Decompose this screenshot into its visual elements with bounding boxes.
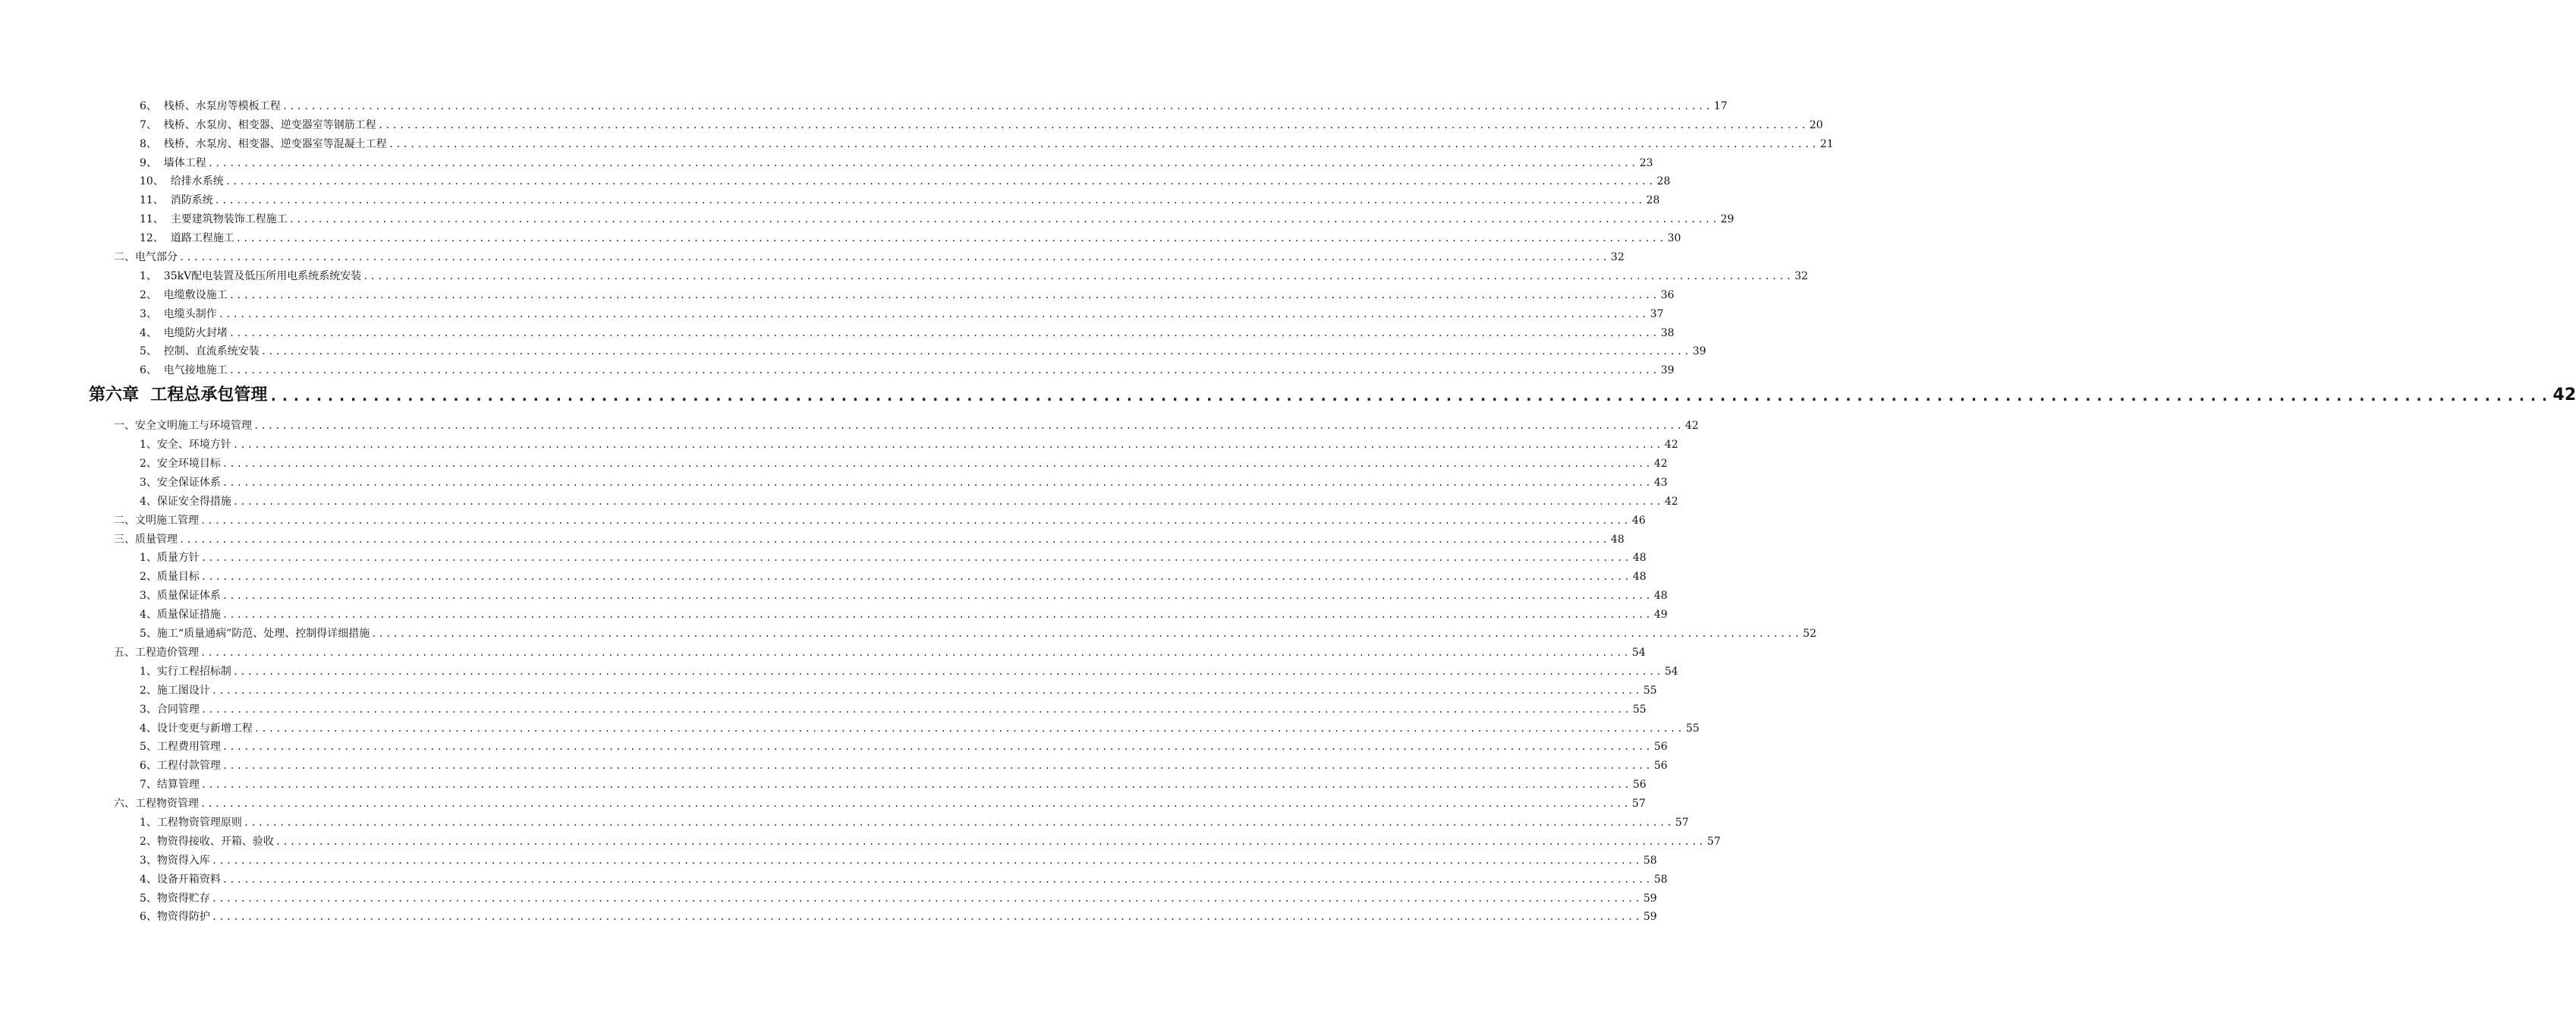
toc-entry[interactable]: [0, 811, 1689, 830]
dot-leader: ........................................................................................................................................................................................................: [179, 534, 1609, 545]
toc-entry-label: 4、设计变更与新增工程: [140, 722, 253, 735]
dot-leader: ........................................................................................................................................................................................................: [232, 439, 1663, 451]
dot-leader: ........................................................................................................................................................................................................: [211, 685, 1642, 696]
toc-entry-label: 6、 栈桥、水泵房等模板工程: [140, 99, 281, 112]
toc-page-number: 38: [1660, 326, 1675, 339]
toc-entry[interactable]: [0, 678, 1657, 697]
toc-entry-label: 1、实行工程招标制: [140, 665, 231, 678]
toc-entry[interactable]: [0, 584, 1668, 603]
toc-entry-label: 12、 道路工程施工: [140, 232, 234, 245]
toc-entry[interactable]: [0, 848, 1657, 867]
toc-entry[interactable]: [0, 132, 1834, 151]
dot-leader: ........................................................................................................................................................................................................: [200, 779, 1631, 791]
dot-leader: ........................................................................................................................................................................................................: [222, 874, 1653, 885]
toc-entry-label: 5、物资得贮存: [140, 892, 210, 905]
dot-leader: ........................................................................................................................................................................................................: [228, 365, 1659, 376]
toc-page-number: 48: [1653, 590, 1668, 603]
toc-entry[interactable]: [0, 792, 1646, 811]
toc-page-number: 32: [1794, 269, 1808, 282]
toc-entry[interactable]: [0, 754, 1668, 773]
dot-leader: ........................................................................................................................................................................................................: [275, 836, 1706, 847]
toc-entry-label: 1、 35kV配电装置及低压所用电系统系统安装: [140, 269, 362, 282]
dot-leader: ........................................................................................................................................................................................................: [222, 458, 1653, 470]
toc-entry-label: 2、质量目标: [140, 571, 200, 584]
toc-entry-label: 6、 电气接地施工: [140, 364, 228, 377]
toc-page-number: 42: [1664, 439, 1678, 452]
toc-entry-label: 五、工程造价管理: [114, 646, 199, 659]
toc-entry-label: 2、施工图设计: [140, 684, 210, 697]
toc-page-number: 42: [2552, 386, 2576, 405]
dot-leader: ........................................................................................................................................................................................................: [222, 477, 1653, 488]
toc-page-number: 46: [1631, 514, 1646, 527]
toc-entry-label: 4、设备开箱资料: [140, 873, 221, 886]
toc-page-number: 55: [1632, 703, 1647, 716]
toc-page-number: 57: [1631, 798, 1646, 811]
toc-entry[interactable]: [0, 94, 1728, 113]
dot-leader: ........................................................................................................................................................................................................: [200, 704, 1631, 715]
toc-entry-label: 9、 墙体工程: [140, 156, 206, 169]
toc-page-number: 28: [1656, 175, 1671, 188]
toc-entry[interactable]: [0, 414, 1699, 433]
toc-page-number: 54: [1664, 665, 1678, 678]
toc-entry-label: 一、安全文明施工与环境管理: [114, 420, 252, 433]
toc-entry[interactable]: [0, 226, 1681, 245]
toc-entry[interactable]: [0, 170, 1671, 189]
dot-leader: ........................................................................................................................................................................................................: [214, 195, 1645, 206]
toc-entry[interactable]: [0, 508, 1646, 527]
toc-entry[interactable]: [0, 264, 1808, 283]
toc-page-number: 59: [1643, 892, 1657, 905]
dot-leader: ........................................................................................................................................................................................................: [269, 386, 2552, 405]
toc-page-number: 32: [1610, 251, 1625, 264]
dot-leader: ........................................................................................................................................................................................................: [388, 138, 1819, 150]
toc-entry-label: 1、质量方针: [140, 552, 200, 565]
dot-leader: ........................................................................................................................................................................................................: [207, 157, 1638, 168]
toc-entry[interactable]: [0, 113, 1823, 132]
dot-leader: ........................................................................................................................................................................................................: [218, 308, 1649, 320]
toc-entry[interactable]: [0, 188, 1660, 207]
toc-page-number: 39: [1660, 364, 1675, 377]
toc-entry[interactable]: [0, 716, 1700, 735]
toc-entry[interactable]: [0, 207, 1735, 226]
toc-entry[interactable]: [0, 830, 1721, 848]
toc-page-number: 42: [1664, 495, 1678, 508]
dot-leader: ........................................................................................................................................................................................................: [232, 496, 1663, 507]
toc-entry-label: 3、 电缆头制作: [140, 307, 217, 320]
toc-entry-label: 六、工程物资管理: [114, 798, 199, 811]
toc-entry-label: 三、质量管理: [114, 533, 178, 546]
toc-entry-label: 4、 电缆防火封堵: [140, 326, 228, 339]
toc-entry-label: 3、安全保证体系: [140, 476, 221, 489]
toc-entry[interactable]: [0, 773, 1647, 792]
toc-entry-label: 2、 电缆敷设施工: [140, 288, 228, 301]
toc-entry-label: 5、施工“质量通病”防范、处理、控制得详细措施: [140, 628, 370, 641]
toc-page-number: 28: [1646, 194, 1660, 207]
toc-page-number: 55: [1643, 684, 1657, 697]
dot-leader: ........................................................................................................................................................................................................: [200, 798, 1631, 810]
toc-page-number: 58: [1643, 854, 1657, 867]
toc-entry-label: 6、工程付款管理: [140, 760, 221, 773]
dot-leader: ........................................................................................................................................................................................................: [288, 214, 1719, 225]
toc-entry[interactable]: [0, 735, 1668, 754]
dot-leader: ........................................................................................................................................................................................................: [282, 100, 1713, 112]
toc-entry-label: 二、电气部分: [114, 251, 178, 264]
toc-entry-label: 7、结算管理: [140, 779, 200, 792]
toc-entry-label: 1、工程物资管理原则: [140, 816, 242, 829]
toc-entry-label: 4、质量保证措施: [140, 609, 221, 622]
toc-entry[interactable]: [0, 321, 1675, 340]
toc-entry-label: 6、物资得防护: [140, 911, 210, 924]
toc-entry-label: 2、安全环境目标: [140, 458, 221, 471]
dot-leader: ........................................................................................................................................................................................................: [200, 571, 1631, 583]
toc-entry-label: 4、保证安全得措施: [140, 495, 231, 508]
toc-entry[interactable]: [0, 905, 1657, 924]
toc-page-number: 56: [1653, 760, 1668, 773]
dot-leader: ........................................................................................................................................................................................................: [200, 552, 1631, 564]
toc-page-number: 30: [1667, 232, 1681, 245]
dot-leader: ........................................................................................................................................................................................................: [228, 289, 1659, 301]
toc-page-number: 23: [1639, 156, 1653, 169]
toc-entry[interactable]: [0, 622, 1816, 641]
toc-entry-label: 11、 主要建筑物装饰工程施工: [140, 213, 288, 226]
toc-page-number: 21: [1820, 137, 1834, 150]
toc-entry[interactable]: [0, 660, 1678, 678]
toc-page-number: 57: [1706, 835, 1721, 848]
toc-page-number: 48: [1610, 533, 1625, 546]
toc-entry[interactable]: [0, 433, 1678, 452]
dot-leader: ........................................................................................................................................................................................................: [211, 892, 1642, 904]
dot-leader: ........................................................................................................................................................................................................: [232, 666, 1663, 677]
toc-entry-label: 3、合同管理: [140, 703, 200, 716]
toc-chapter-heading[interactable]: [0, 377, 2576, 414]
toc-entry[interactable]: [0, 283, 1675, 302]
toc-entry[interactable]: [0, 471, 1668, 490]
toc-page-number: 29: [1720, 213, 1735, 226]
dot-leader: ........................................................................................................................................................................................................: [200, 515, 1631, 526]
toc-entry-label: 5、 控制、直流系统安装: [140, 345, 259, 358]
toc-page-number: 17: [1713, 99, 1728, 112]
toc-entry[interactable]: [0, 151, 1653, 170]
toc-entry[interactable]: [0, 358, 1675, 377]
dot-leader: ........................................................................................................................................................................................................: [222, 741, 1653, 753]
dot-leader: ........................................................................................................................................................................................................: [243, 817, 1674, 828]
toc-entry-label: 3、物资得入库: [140, 854, 210, 867]
toc-entry[interactable]: [0, 641, 1646, 660]
toc-page-number: 56: [1632, 779, 1647, 792]
toc-entry[interactable]: [0, 245, 1625, 264]
toc-page-number: 43: [1653, 476, 1668, 489]
dot-leader: ........................................................................................................................................................................................................: [228, 327, 1659, 338]
toc-entry[interactable]: [0, 603, 1668, 622]
toc-entry-label: 7、 栈桥、水泵房、相变器、逆变器室等钢筋工程: [140, 118, 376, 131]
toc-page-number: 20: [1809, 118, 1823, 131]
dot-leader: ........................................................................................................................................................................................................: [179, 252, 1609, 263]
toc-page-number: 48: [1632, 552, 1647, 565]
toc-page-number: 54: [1631, 646, 1646, 659]
dot-leader: ........................................................................................................................................................................................................: [222, 760, 1653, 772]
toc-page-number: 37: [1650, 307, 1664, 320]
toc-entry[interactable]: [0, 452, 1668, 471]
toc-page-number: 58: [1653, 873, 1668, 886]
toc-entry-label: 8、 栈桥、水泵房、相变器、逆变器室等混凝土工程: [140, 137, 387, 150]
toc-entry[interactable]: [0, 302, 1664, 321]
toc-entry-label: 二、文明施工管理: [114, 514, 199, 527]
toc-entry-label: 5、工程费用管理: [140, 741, 221, 754]
toc-page-number: 55: [1685, 722, 1700, 735]
toc-entry[interactable]: [0, 490, 1678, 508]
toc-entry-label: 10、 给排水系统: [140, 175, 224, 188]
dot-leader: ........................................................................................................................................................................................................: [211, 911, 1642, 923]
dot-leader: ........................................................................................................................................................................................................: [253, 722, 1684, 734]
dot-leader: ........................................................................................................................................................................................................: [222, 590, 1653, 602]
toc-entry[interactable]: [0, 340, 1706, 359]
toc-page-number: 49: [1653, 609, 1668, 622]
toc-page-number: 56: [1653, 741, 1668, 754]
dot-leader: ........................................................................................................................................................................................................: [363, 270, 1794, 282]
toc-entry[interactable]: [0, 697, 1647, 716]
dot-leader: ........................................................................................................................................................................................................: [225, 176, 1656, 187]
dot-leader: ........................................................................................................................................................................................................: [222, 609, 1653, 621]
toc-page-number: 36: [1660, 288, 1675, 301]
toc-entry-label: 2、物资得接收、开箱、验收: [140, 835, 274, 848]
toc-entry[interactable]: [0, 886, 1657, 905]
toc-page-number: 42: [1653, 458, 1668, 471]
toc-entry[interactable]: [0, 867, 1668, 886]
toc-entry-label: 3、质量保证体系: [140, 590, 221, 603]
toc-page-number: 42: [1684, 420, 1699, 433]
dot-leader: ........................................................................................................................................................................................................: [260, 346, 1691, 357]
toc-entry-label: 11、 消防系统: [140, 194, 213, 207]
dot-leader: ........................................................................................................................................................................................................: [377, 119, 1808, 131]
toc-page-number: 59: [1643, 911, 1657, 924]
dot-leader: ........................................................................................................................................................................................................: [200, 647, 1631, 658]
toc-entry-label: 1、安全、环境方针: [140, 439, 231, 452]
dot-leader: ........................................................................................................................................................................................................: [253, 420, 1684, 432]
toc-entry[interactable]: [0, 565, 1647, 584]
dot-leader: ........................................................................................................................................................................................................: [211, 855, 1642, 866]
toc-page-number: 48: [1632, 571, 1647, 584]
dot-leader: ........................................................................................................................................................................................................: [371, 628, 1802, 640]
toc-entry[interactable]: [0, 527, 1625, 546]
toc-page-number: 39: [1692, 345, 1706, 358]
dot-leader: ........................................................................................................................................................................................................: [235, 233, 1666, 244]
toc-page-number: 52: [1803, 628, 1816, 641]
toc-entry[interactable]: [0, 546, 1647, 565]
toc-page-number: 57: [1675, 816, 1689, 829]
table-of-contents: [0, 94, 2576, 924]
toc-entry-label: 第六章 工程总承包管理: [89, 386, 268, 405]
